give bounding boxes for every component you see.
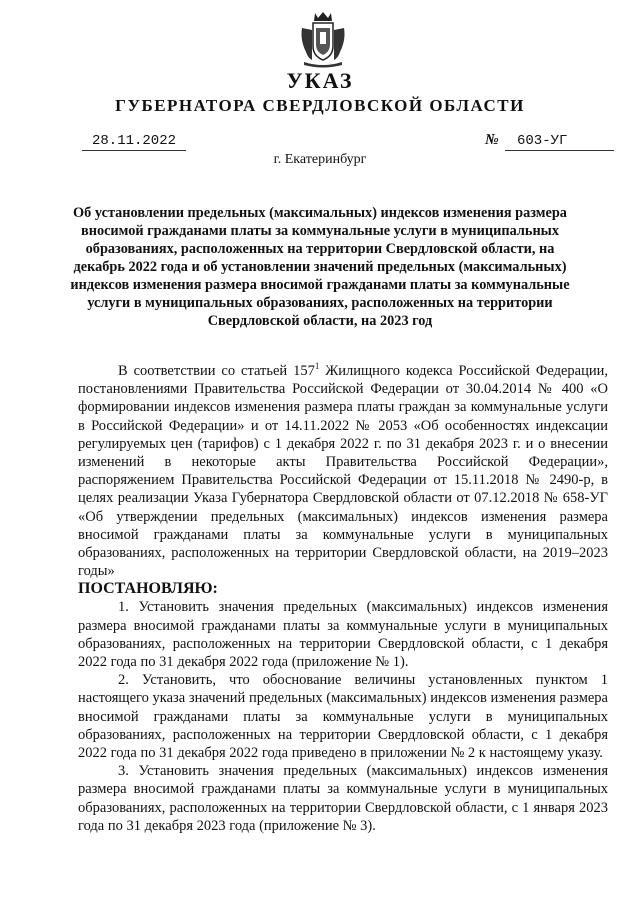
- decree-body: [78, 362, 608, 835]
- number-sign: №: [485, 132, 499, 148]
- item-paragraph-3: 3. Установить значения предельных (максимальных) индексов изменения размера вносимой гражданами платы за коммунальные услуги в муниципальных образованиях, расположенных на территории Свердловской области, с 1 января 2023 года по 31 декабря 2023 года (приложение № 3).: [78, 763, 608, 834]
- decree-word: ПОСТАНОВЛЯЮ:: [78, 580, 218, 598]
- item-paragraph-2: 2. Установить, что обоснование величины установленных пунктом 1 настоящего указа значений предельных (максимальных) индексов изменения размера вносимой гражданами платы за коммунальные услуги в муниципальных образованиях, расположенных на территории Свердловской области, с 1 декабря 2022 года по 31 декабря 2022 года приведено в приложении № 2 к настоящему указу.: [78, 672, 608, 762]
- preamble-text-start: В соответствии со статьей 157: [118, 363, 315, 379]
- preamble-paragraph: [78, 362, 608, 580]
- coat-of-arms-emblem: [298, 10, 348, 68]
- article-superscript: 1: [314, 361, 320, 372]
- issuer-subtitle: ГУБЕРНАТОРА СВЕРДЛОВСКОЙ ОБЛАСТИ: [115, 96, 525, 115]
- decree-heading: Об установлении предельных (максимальных) индексов изменения размера вносимой гражданами платы за коммунальные услуги в муниципальных образованиях, расположенных на территории Свердловской области, на декабрь 2022 года и об установлении значений предельных (максимальных) индексов изменения размера вносимой гражданами платы за коммунальные услуги в муниципальных образованиях, расположенных на территории Свердловской области, на 2023 год: [70, 205, 570, 329]
- document-number: 603-УГ: [505, 133, 614, 151]
- document-type-title: УКАЗ: [286, 68, 354, 93]
- document-date: 28.11.2022: [82, 133, 186, 151]
- city-label: г. Екатеринбург: [273, 152, 367, 167]
- item-paragraph-1: 1. Установить значения предельных (максимальных) индексов изменения размера вносимой гражданами платы за коммунальные услуги в муниципальных образованиях, расположенных на территории Свердловской области, с 1 декабря 2022 года по 31 декабря 2022 года (приложение № 1).: [78, 599, 608, 671]
- preamble-text-end: Жилищного кодекса Российской Федерации, постановлениями Правительства Российской Федерации от 30.04.2014 № 400 «О формировании индексов изменения размера платы граждан за коммунальные услуги в Российской Федерации» и от 14.11.2022 № 2053 «Об особенностях индексации регулируемых цен (тарифов) с 1 декабря 2022 г. по 31 декабря 2023 г. и о внесении изменений в некоторые акты Правительства Российской Федерации», распоряжением Правительства Российской Федерации от 15.11.2018 № 2490-р, в целях реализации Указа Губернатора Свердловской области от 07.12.2018 № 658-УГ «Об утверждении предельных (максимальных) индексов изменения размера вносимой гражданами платы за коммунальные услуги в муниципальных образованиях, расположенных на территории Свердловской области, на 2019–2023 годы»: [78, 363, 608, 580]
